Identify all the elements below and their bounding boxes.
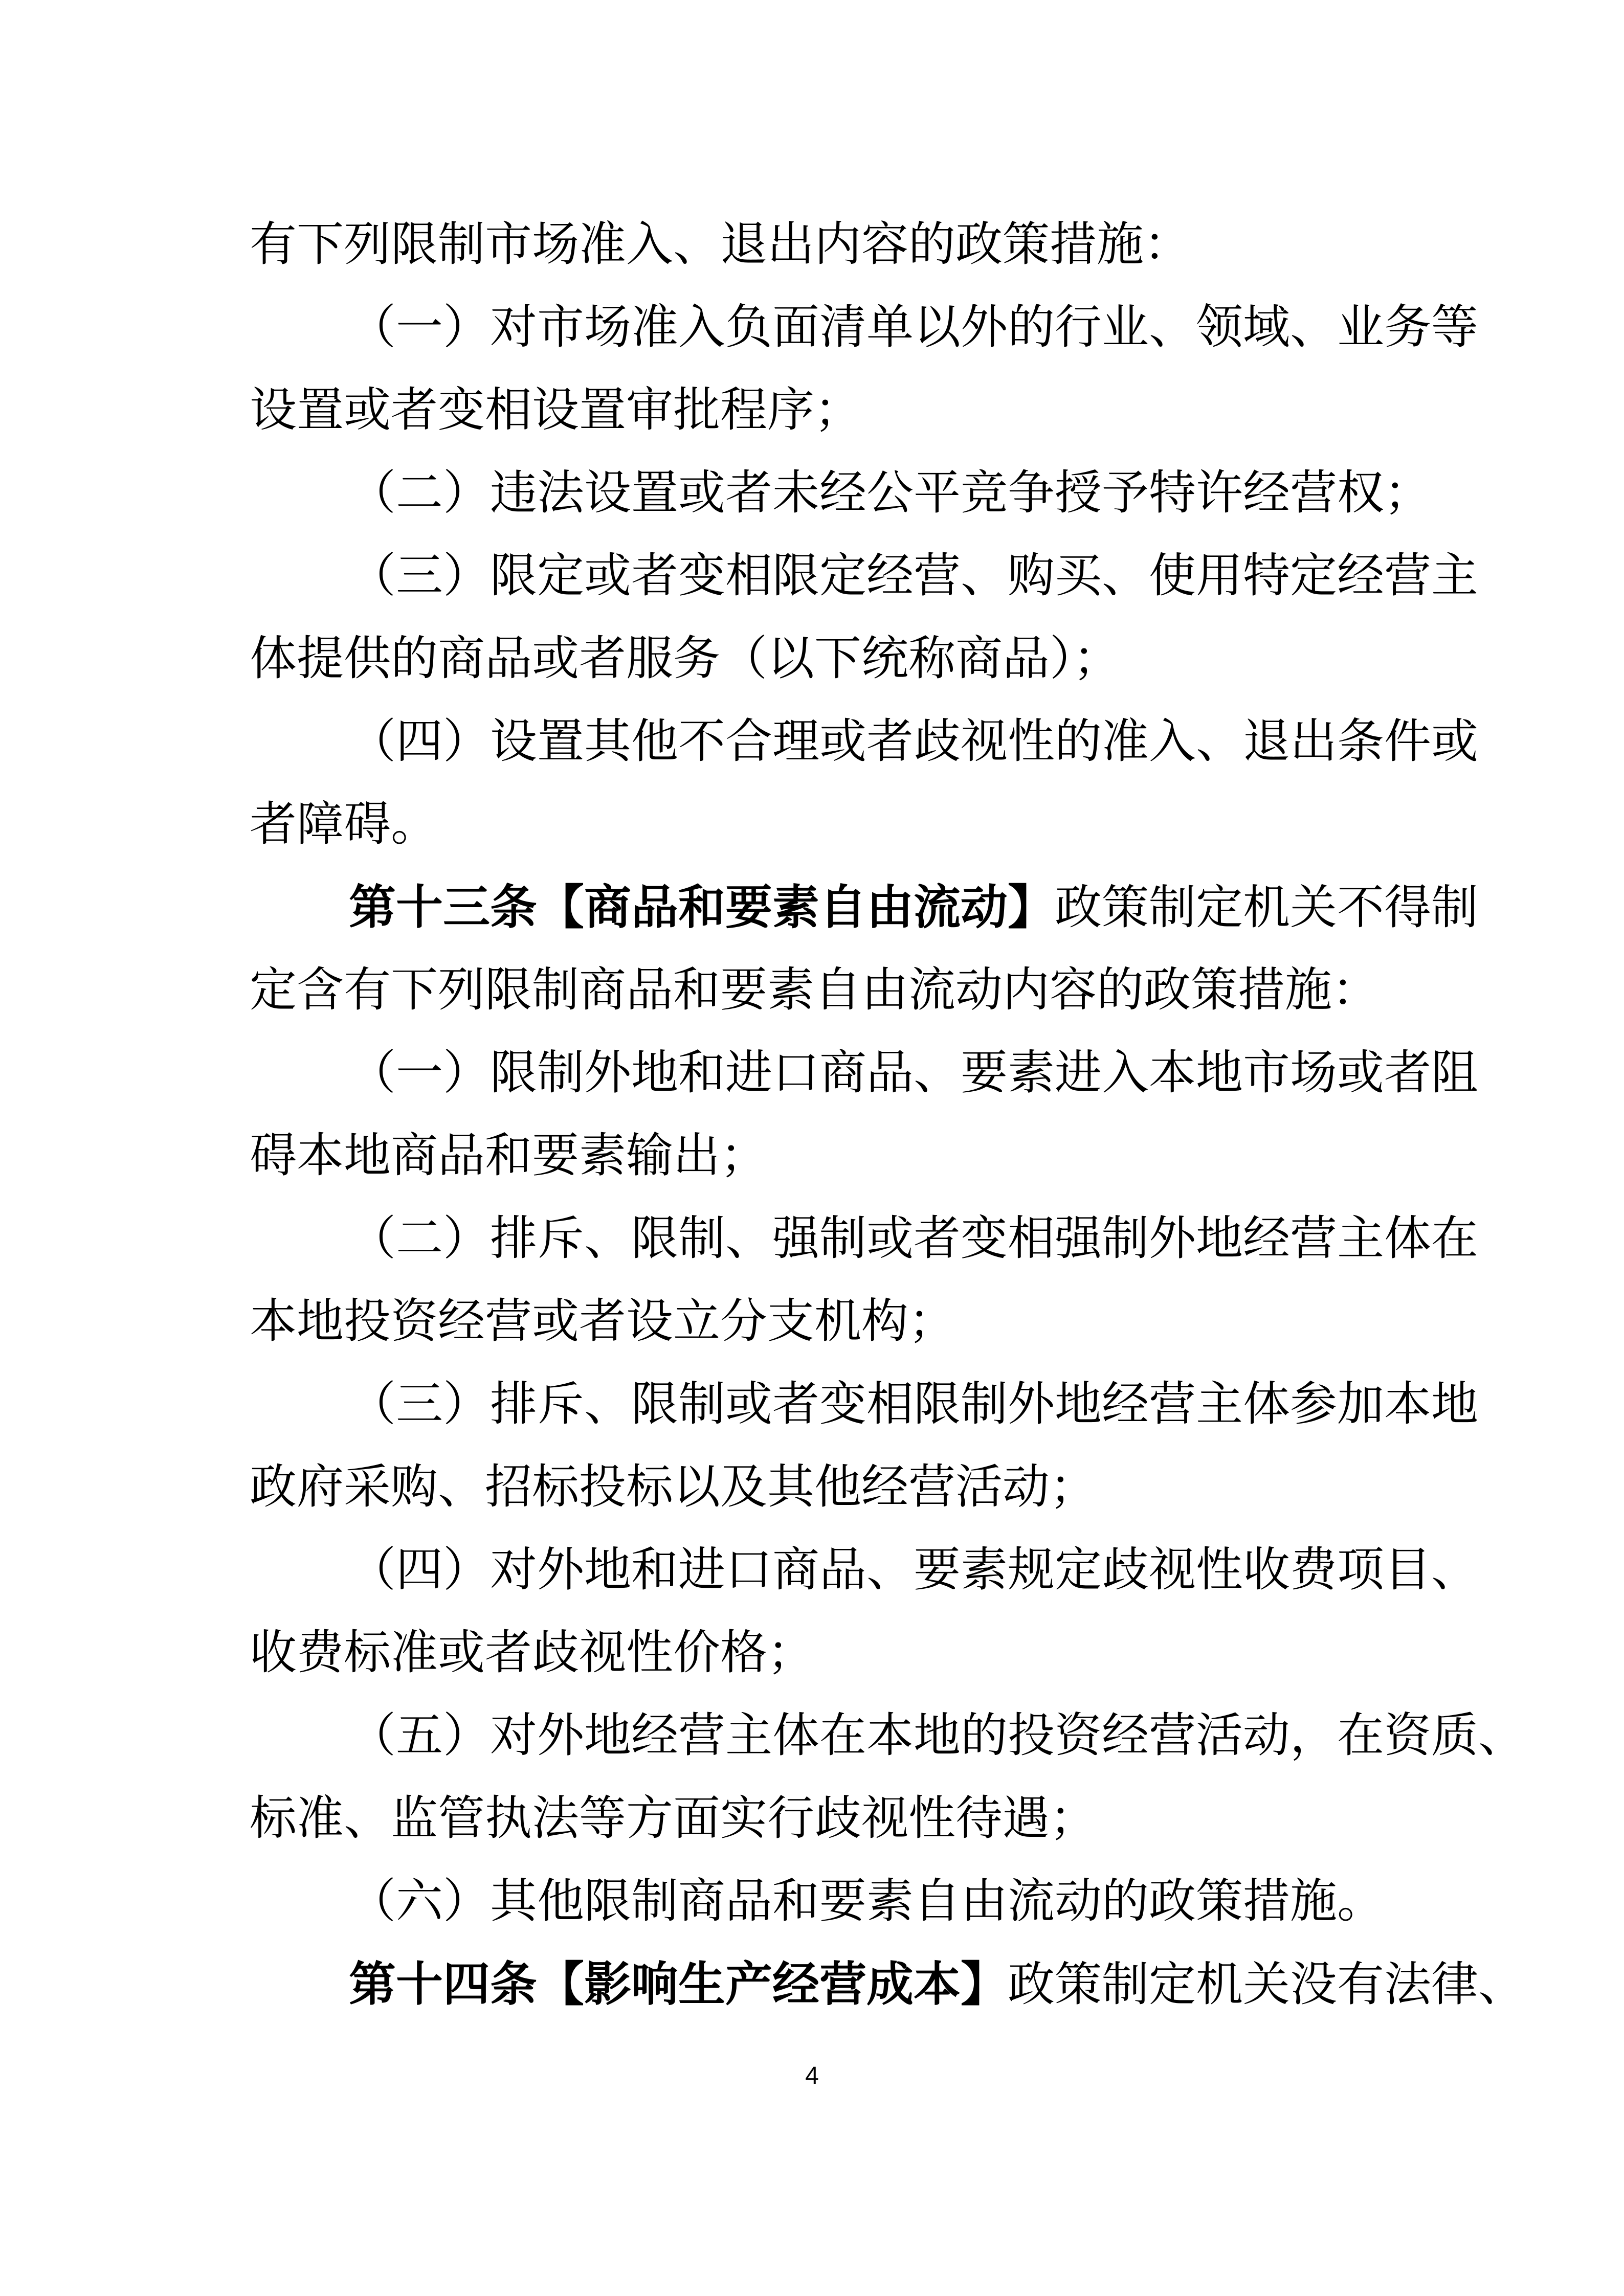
list-item-line: 标准、监管执法等方面实行歧视性待遇； [250,1791,1097,1845]
list-item-line: （一）对市场准入负面清单以外的行业、领域、业务等 [349,300,1479,354]
article-text: 政策制定机关没有法律、 [1008,1957,1526,2012]
list-item-line: （四）对外地和进口商品、要素规定歧视性收费项目、 [349,1542,1479,1597]
list-item-line: 设置或者变相设置审批程序； [250,382,862,437]
list-item-line: 政府采购、招标投标以及其他经营活动； [250,1459,1097,1514]
list-item-line: 体提供的商品或者服务（以下统称商品）； [250,631,1121,686]
article-heading: 第十三条【商品和要素自由流动】 [349,880,1055,935]
page-number: 4 [805,2062,819,2089]
list-item-line: （五）对外地经营主体在本地的投资经营活动，在资质、 [349,1708,1526,1763]
list-item-line: （三）限定或者变相限定经营、购买、使用特定经营主 [349,548,1479,603]
article-heading-line [0,1953,1624,2015]
article-heading: 第十四条【影响生产经营成本】 [349,1956,1008,2012]
list-item-line: （六）其他限制商品和要素自由流动的政策措施。 [349,1874,1385,1928]
list-item-line: 收费标准或者歧视性价格； [250,1625,815,1680]
article-text: 政策制定机关不得制 [1055,880,1479,935]
paragraph-line: 有下列限制市场准入、退出内容的政策措施： [250,217,1191,272]
list-item-line: 本地投资经营或者设立分支机构； [250,1294,956,1348]
list-item-line: （三）排斥、限制或者变相限制外地经营主体参加本地 [349,1377,1479,1431]
list-item-line: （四）设置其他不合理或者歧视性的准入、退出条件或 [349,714,1479,769]
paragraph-line: 定含有下列限制商品和要素自由流动内容的政策措施： [250,962,1380,1017]
list-item-line: （二）排斥、限制、强制或者变相强制外地经营主体在 [349,1211,1479,1266]
list-item-line: 者障碍。 [250,797,438,851]
list-item-line: （二）违法设置或者未经公平竞争授予特许经营权； [349,465,1432,520]
list-item-line: （一）限制外地和进口商品、要素进入本地市场或者阻 [349,1045,1479,1100]
article-heading-line [0,876,1624,938]
list-item-line: 碍本地商品和要素输出； [250,1128,768,1183]
